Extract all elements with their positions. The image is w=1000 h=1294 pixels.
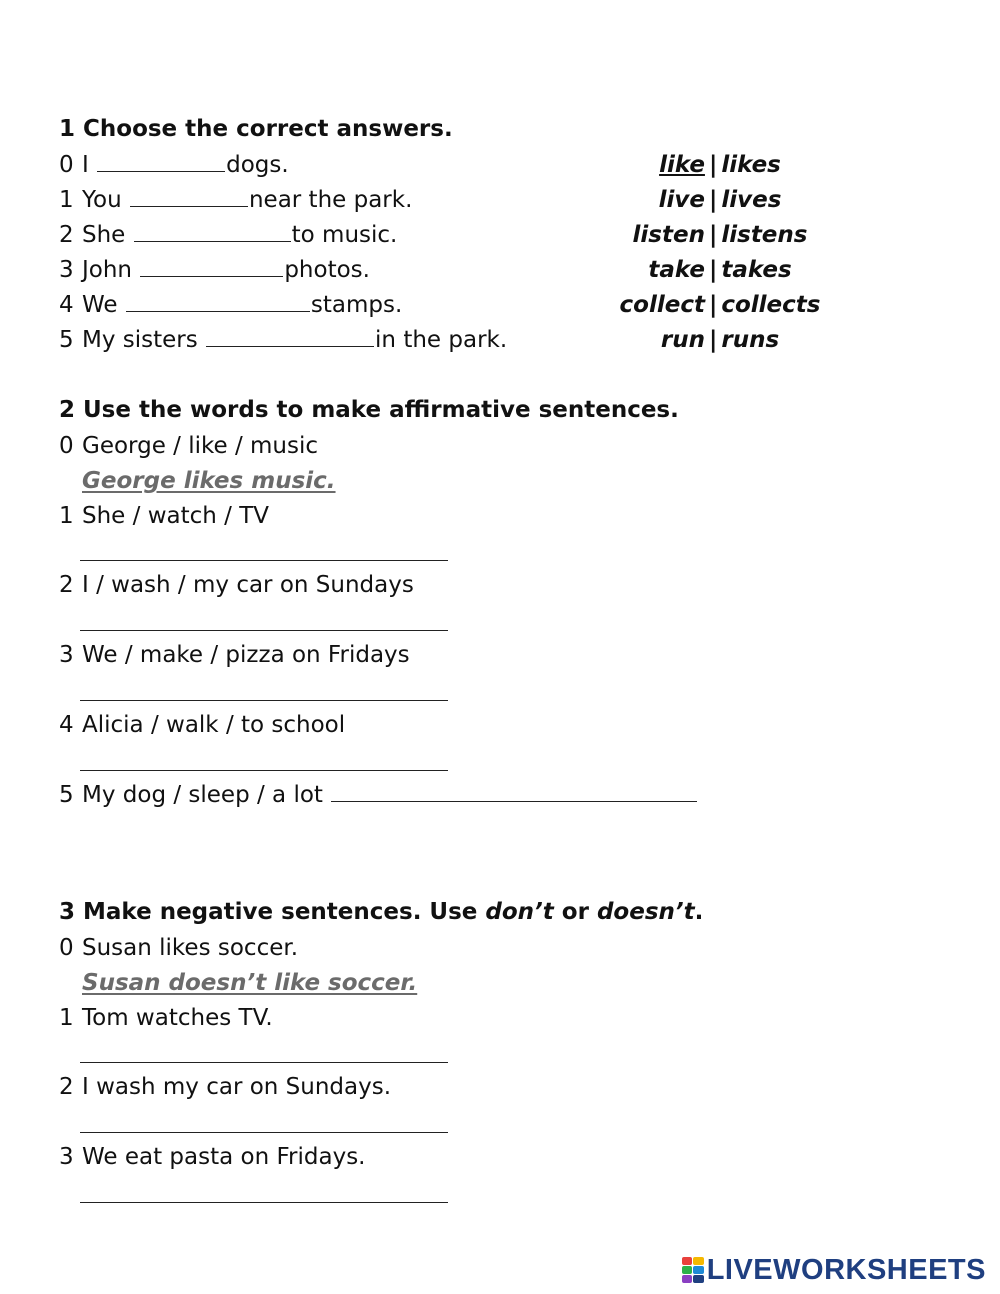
s1-item-4 xyxy=(59,290,402,320)
heading-keyword: don’t xyxy=(485,899,554,925)
s1-options-0 xyxy=(590,150,850,180)
item-number: 1 xyxy=(59,1005,74,1031)
s3-item-2 xyxy=(59,1072,391,1102)
answer-blank[interactable] xyxy=(126,291,310,312)
item-number: 2 xyxy=(59,572,74,598)
item-text: I xyxy=(82,152,97,178)
item-number: 0 xyxy=(59,152,74,178)
item-prompt: I / wash / my car on Sundays xyxy=(82,572,414,598)
section3-heading xyxy=(59,897,703,927)
s3-item-3 xyxy=(59,1142,366,1172)
option-2[interactable]: listens xyxy=(721,222,808,248)
item-number: 5 xyxy=(59,327,74,353)
item-prompt: My dog / sleep / a lot xyxy=(82,782,331,808)
s2-example-answer: George likes music. xyxy=(82,468,336,494)
answer-line[interactable] xyxy=(80,1062,448,1063)
s3-example xyxy=(59,933,298,963)
option-2[interactable]: runs xyxy=(721,327,780,353)
answer-blank[interactable] xyxy=(130,186,248,207)
item-text: She xyxy=(82,222,133,248)
option-separator: | xyxy=(708,257,718,283)
item-number: 1 xyxy=(59,503,74,529)
s1-item-1 xyxy=(59,185,412,215)
s1-options-1 xyxy=(590,185,850,215)
option-1[interactable]: take xyxy=(648,257,705,283)
heading-text: 3 Make negative sentences. Use xyxy=(59,899,486,925)
answer-line[interactable] xyxy=(80,630,448,631)
s2-item-1 xyxy=(59,501,269,531)
s2-item-3 xyxy=(59,640,410,670)
item-prompt: I wash my car on Sundays. xyxy=(82,1074,392,1100)
option-separator: | xyxy=(708,152,718,178)
s2-item-2 xyxy=(59,570,414,600)
item-number: 4 xyxy=(59,292,74,318)
item-text: photos. xyxy=(284,257,370,283)
heading-keyword: doesn’t xyxy=(596,899,695,925)
item-text: in the park. xyxy=(375,327,508,353)
item-text: We xyxy=(82,292,125,318)
answer-line[interactable] xyxy=(80,560,448,561)
s1-item-5 xyxy=(59,325,507,355)
logo-icon xyxy=(682,1257,704,1283)
option-2[interactable]: likes xyxy=(721,152,781,178)
heading-text: . xyxy=(694,899,704,925)
answer-blank[interactable] xyxy=(134,221,291,242)
item-text: dogs. xyxy=(226,152,289,178)
option-1[interactable]: live xyxy=(658,187,705,213)
option-2[interactable]: lives xyxy=(721,187,782,213)
item-prompt: She / watch / TV xyxy=(82,503,269,529)
answer-line[interactable] xyxy=(80,770,448,771)
option-separator: | xyxy=(708,187,718,213)
s1-options-5 xyxy=(590,325,850,355)
s1-item-3 xyxy=(59,255,370,285)
s3-example-answer: Susan doesn’t like soccer. xyxy=(82,970,418,996)
logo-text: LIVEWORKSHEETS xyxy=(706,1253,986,1286)
item-text: near the park. xyxy=(248,187,413,213)
item-number: 0 xyxy=(59,935,74,961)
item-prompt: We / make / pizza on Fridays xyxy=(82,642,410,668)
answer-blank[interactable] xyxy=(331,781,697,802)
s1-options-3 xyxy=(590,255,850,285)
heading-text: or xyxy=(553,899,597,925)
item-number: 1 xyxy=(59,187,74,213)
item-prompt: Alicia / walk / to school xyxy=(82,712,346,738)
option-1[interactable]: listen xyxy=(632,222,705,248)
item-prompt: We eat pasta on Fridays. xyxy=(82,1144,366,1170)
item-text: John xyxy=(82,257,140,283)
section2-heading: 2 Use the words to make affirmative sentences. xyxy=(59,397,679,423)
section1-heading: 1 Choose the correct answers. xyxy=(59,116,453,142)
item-number: 3 xyxy=(59,642,74,668)
s2-item-5 xyxy=(59,780,698,810)
answer-line[interactable] xyxy=(80,700,448,701)
answer-blank[interactable] xyxy=(206,326,374,347)
option-separator: | xyxy=(708,292,718,318)
option-separator: | xyxy=(708,327,718,353)
item-text: to music. xyxy=(291,222,398,248)
item-text: You xyxy=(82,187,129,213)
s2-item-4 xyxy=(59,710,345,740)
s2-example xyxy=(59,431,318,461)
answer-blank[interactable] xyxy=(140,256,283,277)
s1-options-4 xyxy=(590,290,850,320)
answer-line[interactable] xyxy=(80,1132,448,1133)
item-number: 5 xyxy=(59,782,74,808)
answer-line[interactable] xyxy=(80,1202,448,1203)
option-2[interactable]: collects xyxy=(721,292,821,318)
item-number: 0 xyxy=(59,433,74,459)
item-number: 2 xyxy=(59,222,74,248)
item-number: 3 xyxy=(59,1144,74,1170)
item-text: stamps. xyxy=(310,292,403,318)
item-prompt: Susan likes soccer. xyxy=(82,935,299,961)
item-number: 3 xyxy=(59,257,74,283)
item-prompt: Tom watches TV. xyxy=(82,1005,273,1031)
s3-item-1 xyxy=(59,1003,273,1033)
item-prompt: George / like / music xyxy=(82,433,319,459)
option-1[interactable]: like xyxy=(659,152,705,178)
s1-item-2 xyxy=(59,220,397,250)
option-separator: | xyxy=(708,222,718,248)
liveworksheets-logo xyxy=(682,1254,986,1286)
answer-blank[interactable] xyxy=(97,151,225,172)
s1-options-2 xyxy=(590,220,850,250)
item-number: 2 xyxy=(59,1074,74,1100)
s1-item-0 xyxy=(59,150,289,180)
option-2[interactable]: takes xyxy=(721,257,792,283)
item-text: My sisters xyxy=(82,327,206,353)
option-1[interactable]: run xyxy=(660,327,705,353)
option-1[interactable]: collect xyxy=(619,292,705,318)
item-number: 4 xyxy=(59,712,74,738)
